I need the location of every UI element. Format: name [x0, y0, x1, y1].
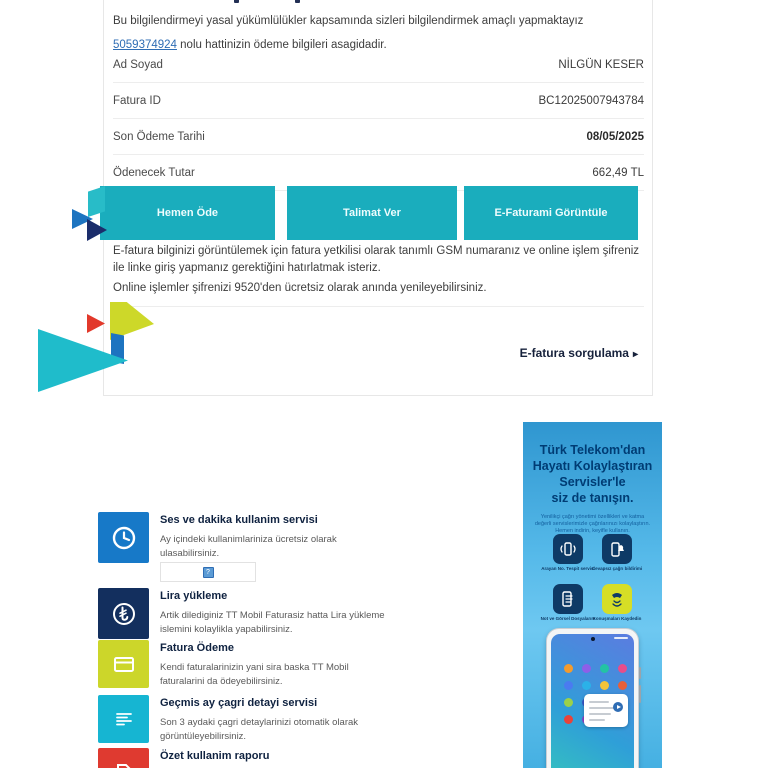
play-icon	[613, 702, 623, 712]
give-instruction-button[interactable]: Talimat Ver	[287, 186, 457, 240]
service-title: Geçmis ay çagri detayi servisi	[160, 697, 318, 709]
field-value-amount: 662,49 TL	[592, 166, 644, 179]
service-desc: Artik dilediginiz TT Mobil Faturasiz hatta Lira yükleme islemini kolaylikla yapabilirsiniz.	[160, 610, 385, 635]
table-row	[113, 83, 644, 119]
banner-feature-label: Arayan No. Tespit servisi	[541, 566, 595, 571]
field-label-amount: Ödenecek Tutar	[113, 166, 195, 179]
popup-line	[589, 707, 615, 709]
phone-side-button	[639, 685, 641, 703]
banner-feature-label: Konuşmaları Kaydedin	[592, 616, 642, 621]
banner-feature	[589, 584, 645, 622]
handset-record-icon	[602, 584, 632, 614]
banner-feature-label: Cevapsız çağrı bildirimi	[591, 566, 643, 571]
phone-notes-icon	[553, 584, 583, 614]
notification-popup	[584, 694, 628, 727]
einvoice-query-link[interactable]	[520, 346, 638, 360]
phone-mockup	[546, 628, 639, 768]
clock-icon	[98, 512, 149, 563]
list-item[interactable]	[98, 640, 438, 692]
popup-line	[589, 713, 611, 715]
service-desc: Son 3 aydaki çagri detaylarinizi otomatik olarak görüntüleyebilirsiniz.	[160, 717, 359, 742]
promo-banner[interactable]	[523, 422, 662, 768]
banner-body-text: Yenilikçi çağrı yönetimi özellikleri ve katma değerli servislerimizle çağrılarınızı kolaylaştırın. Hemen indirin, keyifle kullanın.	[534, 514, 651, 534]
credit-card-icon	[98, 640, 149, 688]
lira-icon	[98, 588, 149, 639]
service-desc: Ay içindeki kullanimlariniza ücretsiz olarak ulasabilirsiniz.	[160, 534, 337, 559]
field-value-due-date: 08/05/2025	[586, 130, 644, 143]
table-row	[113, 119, 644, 155]
divider	[113, 306, 644, 307]
list-icon	[98, 695, 149, 743]
password-note: Online işlemler şifrenizi 9520'den ücretsiz olarak anında yenileyebilirsiniz.	[113, 282, 487, 294]
phone-screen	[551, 634, 634, 768]
phone-waves-icon	[553, 534, 583, 564]
phone-line-rest: nolu hattinizin ödeme bilgileri asagidadir.	[176, 39, 387, 51]
field-label-invoice-id: Fatura ID	[113, 94, 161, 107]
banner-feature	[589, 534, 645, 572]
phone-side-button	[639, 667, 641, 679]
banner-title-line: Servisler'le	[559, 475, 626, 489]
intro-text: Bu bilgilendirmeyi yasal yükümlülükler kapsamında sizleri bilgilendirmek amaçlı yapmaktayız	[113, 15, 584, 27]
table-row	[113, 47, 644, 83]
field-value-name: NİLGÜN KESER	[558, 58, 644, 71]
action-buttons	[100, 186, 640, 240]
phone-number-link[interactable]: 5059374924	[113, 39, 177, 51]
chevron-right-icon: ▸	[632, 349, 638, 360]
list-item[interactable]	[98, 512, 438, 588]
service-desc: Kendi faturalarinizin yani sira baska TT Mobil faturalarini da ödeyebilirsiniz.	[160, 662, 349, 687]
invoice-card	[103, 0, 653, 396]
field-value-invoice-id: BC12025007943784	[538, 94, 644, 107]
phone-status-bar	[614, 637, 628, 639]
invoice-fields	[113, 47, 644, 191]
app-icons-grid	[564, 664, 573, 673]
banner-title-line: siz de tanışın.	[551, 491, 634, 505]
service-title: Özet kullanim raporu	[160, 750, 270, 762]
clipped-text-remnant	[234, 0, 239, 3]
popup-line	[589, 701, 609, 703]
list-item[interactable]	[98, 748, 438, 768]
list-item[interactable]	[98, 695, 438, 747]
einvoice-query-label: E-fatura sorgulama	[519, 346, 629, 360]
pay-now-button[interactable]: Hemen Öde	[100, 186, 275, 240]
document-icon	[98, 748, 149, 768]
service-title: Fatura Ödeme	[160, 642, 234, 654]
view-einvoice-button[interactable]: E-Faturami Görüntüle	[464, 186, 638, 240]
phone-bell-icon	[602, 534, 632, 564]
service-title: Lira yükleme	[160, 590, 228, 602]
field-label-due-date: Son Ödeme Tarihi	[113, 130, 205, 143]
clipped-text-remnant	[295, 0, 300, 3]
popup-line	[589, 719, 605, 721]
broken-image-icon: ?	[203, 567, 214, 578]
field-label-name: Ad Soyad	[113, 58, 163, 71]
list-item[interactable]	[98, 588, 438, 646]
image-placeholder	[160, 562, 256, 582]
banner-feature-label: Not ve Görsel Dosyalarım	[540, 616, 596, 621]
banner-feature	[540, 534, 596, 572]
service-title: Ses ve dakika kullanim servisi	[160, 514, 318, 526]
banner-title-line: Hayatı Kolaylaştıran	[532, 459, 653, 473]
einvoice-note: E-fatura bilginizi görüntülemek için fatura yetkilisi olarak tanımlı GSM numaranız ve online işlem şifreniz ile linke giriş yapmanız gerektiğini hatırlatmak isteriz.	[113, 245, 640, 274]
banner-title-line: Türk Telekom'dan	[539, 443, 646, 457]
banner-title	[523, 442, 662, 506]
banner-feature	[540, 584, 596, 622]
phone-camera-dot	[591, 637, 595, 641]
